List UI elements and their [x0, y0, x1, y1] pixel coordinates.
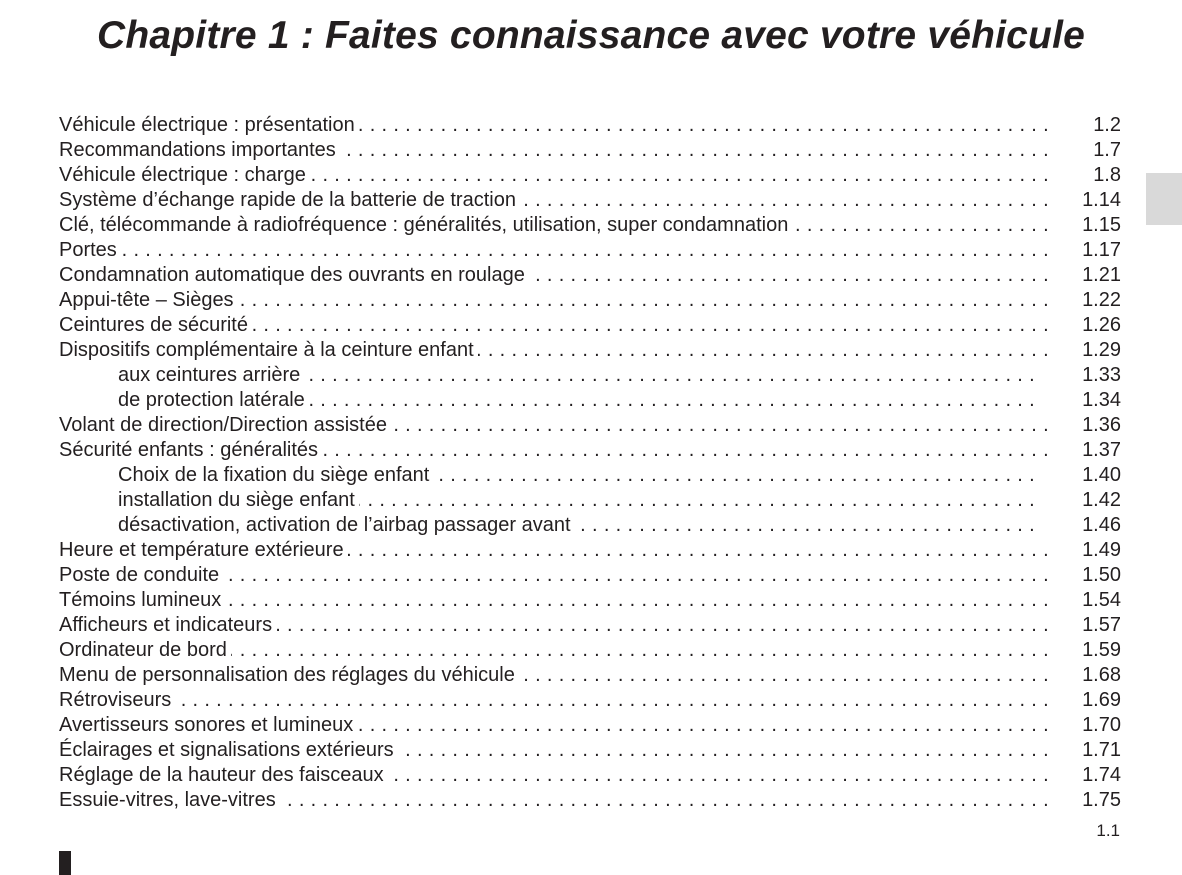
- toc-entry-label: aux ceintures arrière: [118, 364, 304, 386]
- toc-entry-page: 1.14: [1082, 189, 1121, 211]
- toc-entry-label: Menu de personnalisation des réglages du véhicule: [59, 664, 519, 686]
- toc-entry-page: 1.22: [1082, 289, 1121, 311]
- toc-entry-leader: [59, 338, 1049, 363]
- toc-subentry[interactable]: [59, 388, 1121, 413]
- toc-entry-leader: [59, 638, 1049, 663]
- toc-entry[interactable]: [59, 663, 1121, 688]
- chapter-title: Chapitre 1 : Faites connaissance avec votre véhicule: [97, 14, 1085, 57]
- toc-entry-leader: [118, 488, 1035, 513]
- toc-entry-label: Système d’échange rapide de la batterie de traction: [59, 189, 520, 211]
- toc-entry[interactable]: [59, 213, 1121, 238]
- toc-entry[interactable]: [59, 313, 1121, 338]
- toc-entry-page: 1.34: [1082, 389, 1121, 411]
- toc-entry-label: Volant de direction/Direction assistée: [59, 414, 391, 436]
- toc-entry-label: Afficheurs et indicateurs: [59, 614, 276, 636]
- toc-entry-label: Condamnation automatique des ouvrants en roulage: [59, 264, 529, 286]
- toc-entry-label: Dispositifs complémentaire à la ceinture enfant: [59, 339, 478, 361]
- toc-entry[interactable]: [59, 238, 1121, 263]
- toc-entry-label: installation du siège enfant: [118, 489, 359, 511]
- toc-entry-label: Choix de la fixation du siège enfant: [118, 464, 433, 486]
- toc-entry-leader: [59, 313, 1049, 338]
- toc-entry-page: 1.33: [1082, 364, 1121, 386]
- toc-subentry[interactable]: [59, 363, 1121, 388]
- toc-entry-page: 1.42: [1082, 489, 1121, 511]
- toc-entry-leader: [118, 363, 1035, 388]
- toc-subentry[interactable]: [59, 488, 1121, 513]
- toc-entry-label: Véhicule électrique : présentation: [59, 114, 359, 136]
- toc-entry-label: Ceintures de sécurité: [59, 314, 252, 336]
- toc-entry-page: 1.54: [1082, 589, 1121, 611]
- toc-entry-leader: [118, 388, 1035, 413]
- toc-entry-leader: [59, 688, 1049, 713]
- table-of-contents: [59, 113, 1121, 813]
- toc-entry-leader: [59, 263, 1049, 288]
- toc-entry-page: 1.8: [1093, 164, 1121, 186]
- toc-entry-page: 1.70: [1082, 714, 1121, 736]
- toc-entry[interactable]: [59, 263, 1121, 288]
- toc-entry-label: Clé, télécommande à radiofréquence : généralités, utilisation, super condamnation: [59, 214, 792, 236]
- toc-entry[interactable]: [59, 588, 1121, 613]
- toc-entry-page: 1.50: [1082, 564, 1121, 586]
- toc-entry[interactable]: [59, 688, 1121, 713]
- toc-subentry[interactable]: [59, 513, 1121, 538]
- chapter-tab-marker: [1146, 173, 1182, 225]
- toc-entry[interactable]: [59, 288, 1121, 313]
- corner-mark: [59, 851, 71, 875]
- toc-entry[interactable]: [59, 438, 1121, 463]
- toc-entry[interactable]: [59, 563, 1121, 588]
- toc-entry-label: Essuie-vitres, lave-vitres: [59, 789, 280, 811]
- toc-entry-leader: [59, 613, 1049, 638]
- toc-entry-leader: [59, 138, 1049, 163]
- toc-entry-leader: [59, 413, 1049, 438]
- toc-entry-page: 1.7: [1093, 139, 1121, 161]
- toc-entry[interactable]: [59, 613, 1121, 638]
- toc-entry[interactable]: [59, 788, 1121, 813]
- toc-entry[interactable]: [59, 163, 1121, 188]
- toc-entry-page: 1.2: [1093, 114, 1121, 136]
- page-number: 1.1: [1096, 821, 1120, 840]
- toc-entry-label: Véhicule électrique : charge: [59, 164, 310, 186]
- toc-entry[interactable]: [59, 713, 1121, 738]
- toc-entry-leader: [59, 438, 1049, 463]
- toc-entry-label: Ordinateur de bord: [59, 639, 231, 661]
- toc-entry-page: 1.15: [1082, 214, 1121, 236]
- toc-entry-page: 1.37: [1082, 439, 1121, 461]
- toc-entry-leader: [59, 713, 1049, 738]
- toc-entry-leader: [59, 588, 1049, 613]
- toc-entry-label: de protection latérale: [118, 389, 309, 411]
- toc-entry-page: 1.29: [1082, 339, 1121, 361]
- toc-entry-page: 1.17: [1082, 239, 1121, 261]
- toc-subentry[interactable]: [59, 463, 1121, 488]
- toc-entry-label: Portes: [59, 239, 121, 261]
- toc-entry-leader: [59, 763, 1049, 788]
- toc-entry[interactable]: [59, 188, 1121, 213]
- toc-entry[interactable]: [59, 138, 1121, 163]
- toc-entry-page: 1.57: [1082, 614, 1121, 636]
- toc-entry-label: Sécurité enfants : généralités: [59, 439, 322, 461]
- toc-entry-label: Recommandations importantes: [59, 139, 340, 161]
- toc-entry[interactable]: [59, 638, 1121, 663]
- toc-entry-leader: [59, 288, 1049, 313]
- toc-entry-leader: [59, 663, 1049, 688]
- toc-entry-page: 1.74: [1082, 764, 1121, 786]
- toc-entry-leader: [59, 238, 1049, 263]
- toc-entry-leader: [59, 738, 1049, 763]
- toc-entry-leader: [59, 113, 1049, 138]
- toc-entry-page: 1.40: [1082, 464, 1121, 486]
- toc-entry-leader: [59, 563, 1049, 588]
- toc-entry-page: 1.69: [1082, 689, 1121, 711]
- toc-entry-page: 1.46: [1082, 514, 1121, 536]
- toc-entry[interactable]: [59, 738, 1121, 763]
- toc-entry-label: Rétroviseurs: [59, 689, 175, 711]
- toc-entry-leader: [59, 163, 1049, 188]
- toc-entry-page: 1.59: [1082, 639, 1121, 661]
- toc-entry-label: Avertisseurs sonores et lumineux: [59, 714, 357, 736]
- toc-entry[interactable]: [59, 338, 1121, 363]
- toc-entry-label: désactivation, activation de l’airbag passager avant: [118, 514, 575, 536]
- toc-entry-leader: [59, 213, 1049, 238]
- toc-entry-leader: [59, 788, 1049, 813]
- toc-entry-page: 1.21: [1082, 264, 1121, 286]
- toc-entry-label: Appui-tête – Sièges: [59, 289, 238, 311]
- toc-entry-page: 1.75: [1082, 789, 1121, 811]
- toc-entry-page: 1.68: [1082, 664, 1121, 686]
- toc-entry-page: 1.49: [1082, 539, 1121, 561]
- toc-entry[interactable]: [59, 538, 1121, 563]
- toc-entry-leader: [118, 513, 1035, 538]
- toc-entry-page: 1.36: [1082, 414, 1121, 436]
- toc-entry-leader: [118, 463, 1035, 488]
- toc-entry-page: 1.71: [1082, 739, 1121, 761]
- toc-entry-label: Réglage de la hauteur des faisceaux: [59, 764, 388, 786]
- toc-entry-label: Éclairages et signalisations extérieurs: [59, 739, 398, 761]
- toc-entry-leader: [59, 188, 1049, 213]
- toc-entry[interactable]: [59, 763, 1121, 788]
- toc-entry-label: Heure et température extérieure: [59, 539, 348, 561]
- toc-entry-leader: [59, 538, 1049, 563]
- toc-entry-label: Poste de conduite: [59, 564, 223, 586]
- toc-entry[interactable]: [59, 113, 1121, 138]
- toc-entry-label: Témoins lumineux: [59, 589, 225, 611]
- toc-entry-page: 1.26: [1082, 314, 1121, 336]
- toc-entry[interactable]: [59, 413, 1121, 438]
